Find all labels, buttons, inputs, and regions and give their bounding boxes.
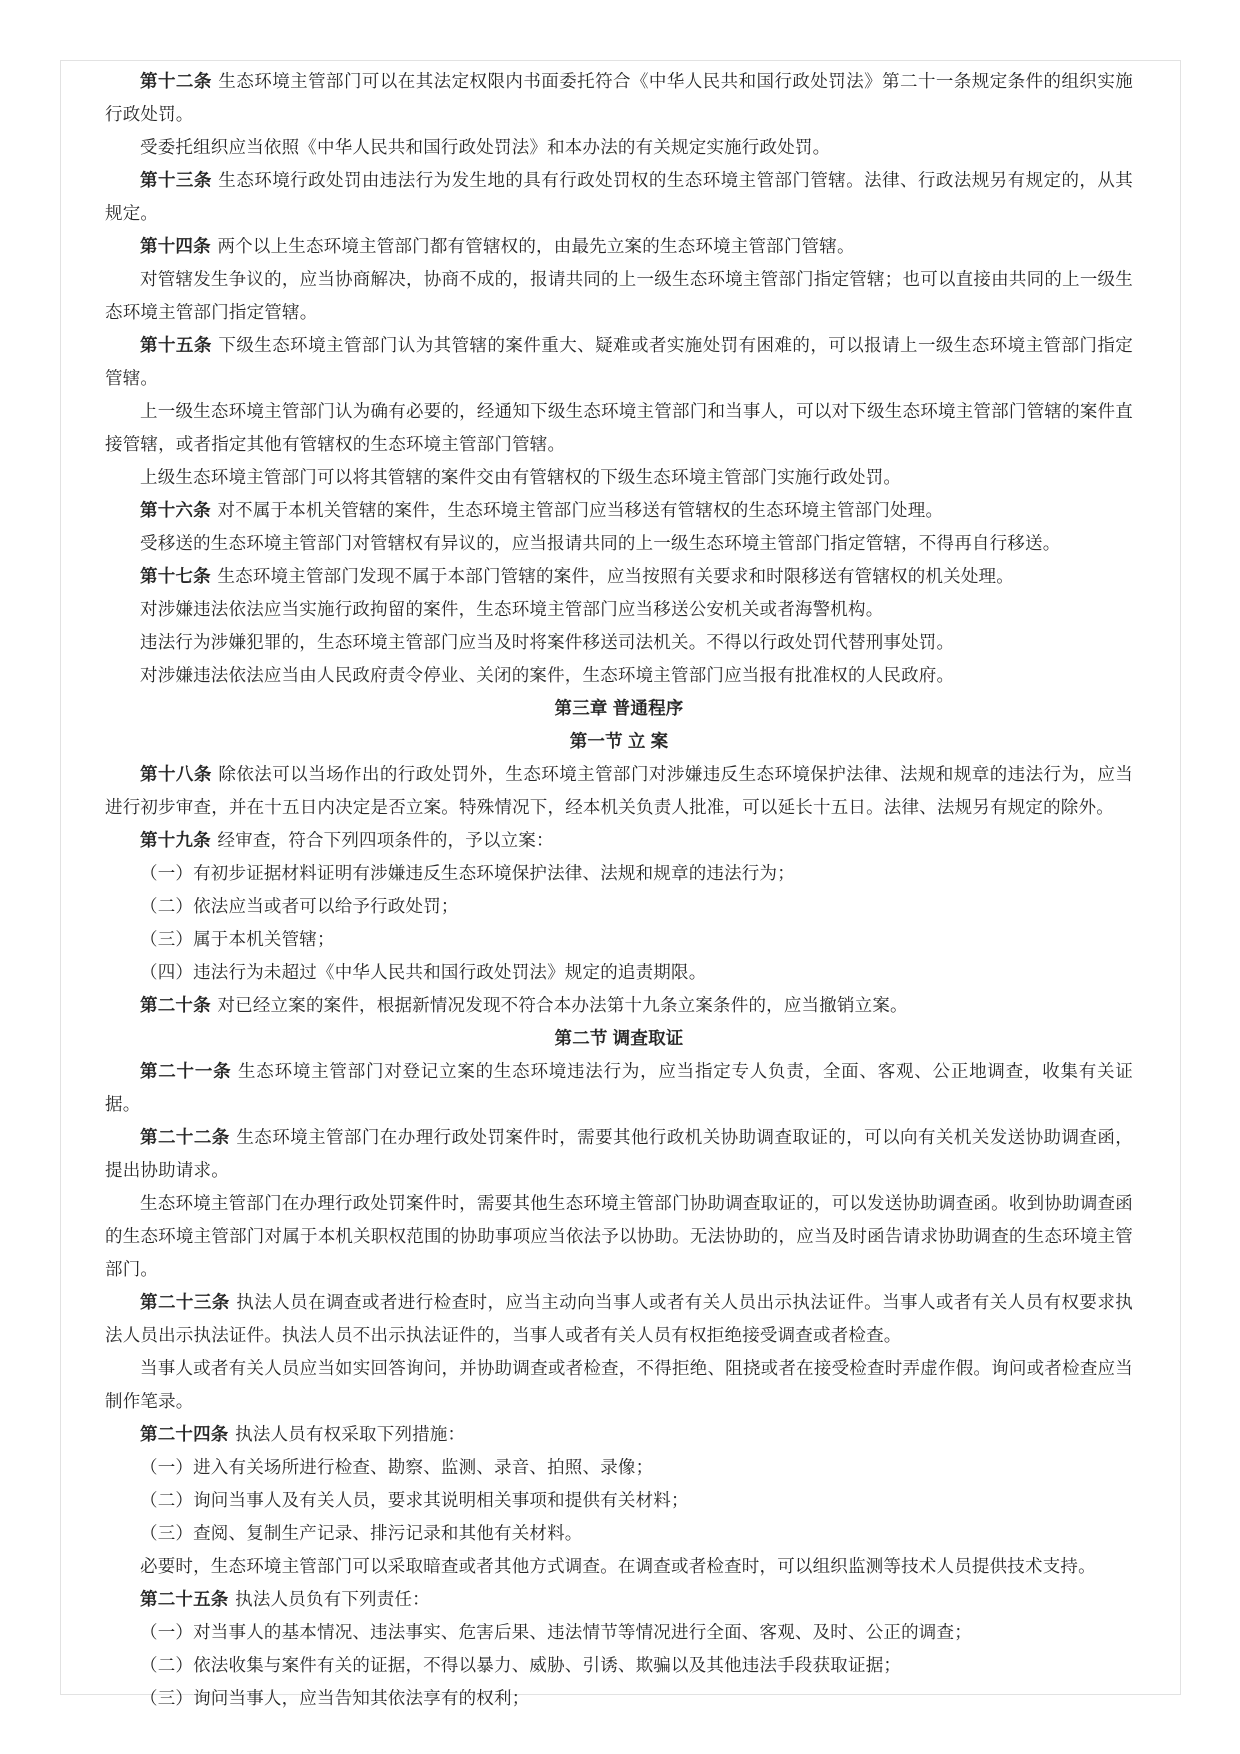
paragraph-text: 生态环境主管部门在办理行政处罚案件时，需要其他生态环境主管部门协助调查取证的，可以发送协助调查函。收到协助调查函的生态环境主管部门对属于本机关职权范围的协助事项应当依法予以协助。无法协助的，应当及时函告请求协助调查的生态环境主管部门。: [105, 1193, 1133, 1279]
paragraph-text: 两个以上生态环境主管部门都有管辖权的，由最先立案的生态环境主管部门管辖。: [217, 236, 855, 256]
paragraph: [105, 527, 1133, 560]
article-paragraph: [105, 65, 1133, 131]
paragraph: [105, 395, 1133, 461]
paragraph-text: 除依法可以当场作出的行政处罚外，生态环境主管部门对涉嫌违反生态环境保护法律、法规和规章的违法行为，应当进行初步审查，并在十五日内决定是否立案。特殊情况下，经本机关负责人批准，可以延长十五日。法律、法规另有规定的除外。: [105, 764, 1133, 817]
article-number: 第十五条: [140, 335, 212, 355]
paragraph-text: （四）违法行为未超过《中华人民共和国行政处罚法》规定的追责期限。: [140, 962, 707, 982]
article-number: 第二十三条: [140, 1292, 230, 1312]
paragraph-text: （三）询问当事人，应当告知其依法享有的权利；: [140, 1688, 530, 1708]
paragraph: [105, 1451, 1133, 1484]
paragraph-text: （一）有初步证据材料证明有涉嫌违反生态环境保护法律、法规和规章的违法行为；: [140, 863, 795, 883]
paragraph-text: 对管辖发生争议的，应当协商解决，协商不成的，报请共同的上一级生态环境主管部门指定管辖；也可以直接由共同的上一级生态环境主管部门指定管辖。: [105, 269, 1133, 322]
article-number: 第二十条: [140, 995, 211, 1015]
article-number: 第二十二条: [140, 1127, 230, 1147]
article-number: 第二十四条: [140, 1424, 229, 1444]
article-paragraph: [105, 1121, 1133, 1187]
paragraph: [105, 1187, 1133, 1286]
paragraph-text: （二）依法收集与案件有关的证据，不得以暴力、威胁、引诱、欺骗以及其他违法手段获取证据；: [140, 1655, 902, 1675]
paragraph-text: 生态环境主管部门可以在其法定权限内书面委托符合《中华人民共和国行政处罚法》第二十一条规定条件的组织实施行政处罚。: [105, 71, 1133, 124]
article-paragraph: [105, 758, 1133, 824]
paragraph-text: 必要时，生态环境主管部门可以采取暗查或者其他方式调查。在调查或者检查时，可以组织监测等技术人员提供技术支持。: [140, 1556, 1096, 1576]
paragraph: [105, 1517, 1133, 1550]
paragraph-text: 对不属于本机关管辖的案件，生态环境主管部门应当移送有管辖权的生态环境主管部门处理。: [217, 500, 944, 520]
article-paragraph: [105, 1418, 1133, 1451]
paragraph-text: 生态环境主管部门对登记立案的生态环境违法行为，应当指定专人负责，全面、客观、公正地调查，收集有关证据。: [105, 1061, 1134, 1114]
article-number: 第十二条: [140, 71, 212, 91]
paragraph: [105, 890, 1133, 923]
article-paragraph: [105, 494, 1133, 527]
paragraph: [105, 956, 1133, 989]
paragraph: [105, 1682, 1133, 1715]
paragraph-text: （一）进入有关场所进行检查、勘察、监测、录音、拍照、录像；: [140, 1457, 654, 1477]
paragraph: [105, 1484, 1133, 1517]
paragraph-text: 对涉嫌违法依法应当由人民政府责令停业、关闭的案件，生态环境主管部门应当报有批准权的人民政府。: [140, 665, 955, 685]
paragraph: [105, 263, 1133, 329]
paragraph: [105, 857, 1133, 890]
paragraph-text: 违法行为涉嫌犯罪的，生态环境主管部门应当及时将案件移送司法机关。不得以行政处罚代替刑事处罚。: [140, 632, 955, 652]
paragraph-text: 生态环境主管部门发现不属于本部门管辖的案件，应当按照有关要求和时限移送有管辖权的机关处理。: [217, 566, 1014, 586]
paragraph-text: （二）询问当事人及有关人员，要求其说明相关事项和提供有关材料；: [140, 1490, 689, 1510]
article-number: 第十六条: [140, 500, 211, 520]
paragraph-text: 执法人员在调查或者进行检查时，应当主动向当事人或者有关人员出示执法证件。当事人或者有关人员有权要求执法人员出示执法证件。执法人员不出示执法证件的，当事人或者有关人员有权拒绝接受调查或者检查。: [105, 1292, 1134, 1345]
paragraph: [105, 593, 1133, 626]
article-paragraph: [105, 560, 1133, 593]
paragraph-text: 对已经立案的案件，根据新情况发现不符合本办法第十九条立案条件的，应当撤销立案。: [217, 995, 908, 1015]
article-paragraph: [105, 1583, 1133, 1616]
article-paragraph: [105, 989, 1133, 1022]
article-number: 第二十五条: [140, 1589, 229, 1609]
paragraph: [105, 659, 1133, 692]
article-paragraph: [105, 1055, 1133, 1121]
article-number: 第十八条: [140, 764, 212, 784]
section-heading: [105, 692, 1133, 725]
section-heading: [105, 1022, 1133, 1055]
paragraph: [105, 1616, 1133, 1649]
paragraph-text: 生态环境行政处罚由违法行为发生地的具有行政处罚权的生态环境主管部门管辖。法律、行政法规另有规定的，从其规定。: [105, 170, 1133, 223]
paragraph-text: （一）对当事人的基本情况、违法事实、危害后果、违法情节等情况进行全面、客观、及时、公正的调查；: [140, 1622, 972, 1642]
section-heading-text: 第二节 调查取证: [554, 1028, 684, 1048]
paragraph: [105, 923, 1133, 956]
paragraph-text: 上级生态环境主管部门可以将其管辖的案件交由有管辖权的下级生态环境主管部门实施行政处罚。: [140, 467, 902, 487]
paragraph-text: （三）属于本机关管辖；: [140, 929, 335, 949]
article-paragraph: [105, 164, 1133, 230]
article-number: 第二十一条: [140, 1061, 232, 1081]
article-paragraph: [105, 824, 1133, 857]
paragraph: [105, 1352, 1133, 1418]
article-number: 第十三条: [140, 170, 212, 190]
document-page: [60, 60, 1181, 1708]
article-number: 第十七条: [140, 566, 211, 586]
article-paragraph: [105, 230, 1133, 263]
paragraph-text: 执法人员负有下列责任：: [235, 1589, 430, 1609]
document-body: [61, 61, 1180, 1715]
paragraph-text: 当事人或者有关人员应当如实回答询问，并协助调查或者检查，不得拒绝、阻挠或者在接受检查时弄虚作假。询问或者检查应当制作笔录。: [105, 1358, 1133, 1411]
paragraph-text: 对涉嫌违法依法应当实施行政拘留的案件，生态环境主管部门应当移送公安机关或者海警机构。: [140, 599, 884, 619]
article-paragraph: [105, 329, 1133, 395]
paragraph-text: （二）依法应当或者可以给予行政处罚；: [140, 896, 459, 916]
article-number: 第十四条: [140, 236, 211, 256]
paragraph: [105, 1649, 1133, 1682]
article-number: 第十九条: [140, 830, 211, 850]
paragraph-text: 受移送的生态环境主管部门对管辖权有异议的，应当报请共同的上一级生态环境主管部门指定管辖，不得再自行移送。: [140, 533, 1061, 553]
paragraph-text: 执法人员有权采取下列措施：: [235, 1424, 466, 1444]
section-heading: [105, 725, 1133, 758]
article-paragraph: [105, 1286, 1133, 1352]
paragraph-text: 受委托组织应当依照《中华人民共和国行政处罚法》和本办法的有关规定实施行政处罚。: [140, 137, 831, 157]
paragraph-text: （三）查阅、复制生产记录、排污记录和其他有关材料。: [140, 1523, 583, 1543]
paragraph: [105, 461, 1133, 494]
section-heading-text: 第三章 普通程序: [554, 698, 684, 718]
section-heading-text: 第一节 立 案: [569, 731, 669, 751]
paragraph: [105, 626, 1133, 659]
paragraph-text: 经审查，符合下列四项条件的，予以立案：: [217, 830, 554, 850]
paragraph: [105, 131, 1133, 164]
paragraph-text: 生态环境主管部门在办理行政处罚案件时，需要其他行政机关协助调查取证的，可以向有关机关发送协助调查函，提出协助请求。: [105, 1127, 1134, 1180]
paragraph: [105, 1550, 1133, 1583]
paragraph-text: 上一级生态环境主管部门认为确有必要的，经通知下级生态环境主管部门和当事人，可以对下级生态环境主管部门管辖的案件直接管辖，或者指定其他有管辖权的生态环境主管部门管辖。: [105, 401, 1133, 454]
paragraph-text: 下级生态环境主管部门认为其管辖的案件重大、疑难或者实施处罚有困难的，可以报请上一级生态环境主管部门指定管辖。: [105, 335, 1133, 388]
